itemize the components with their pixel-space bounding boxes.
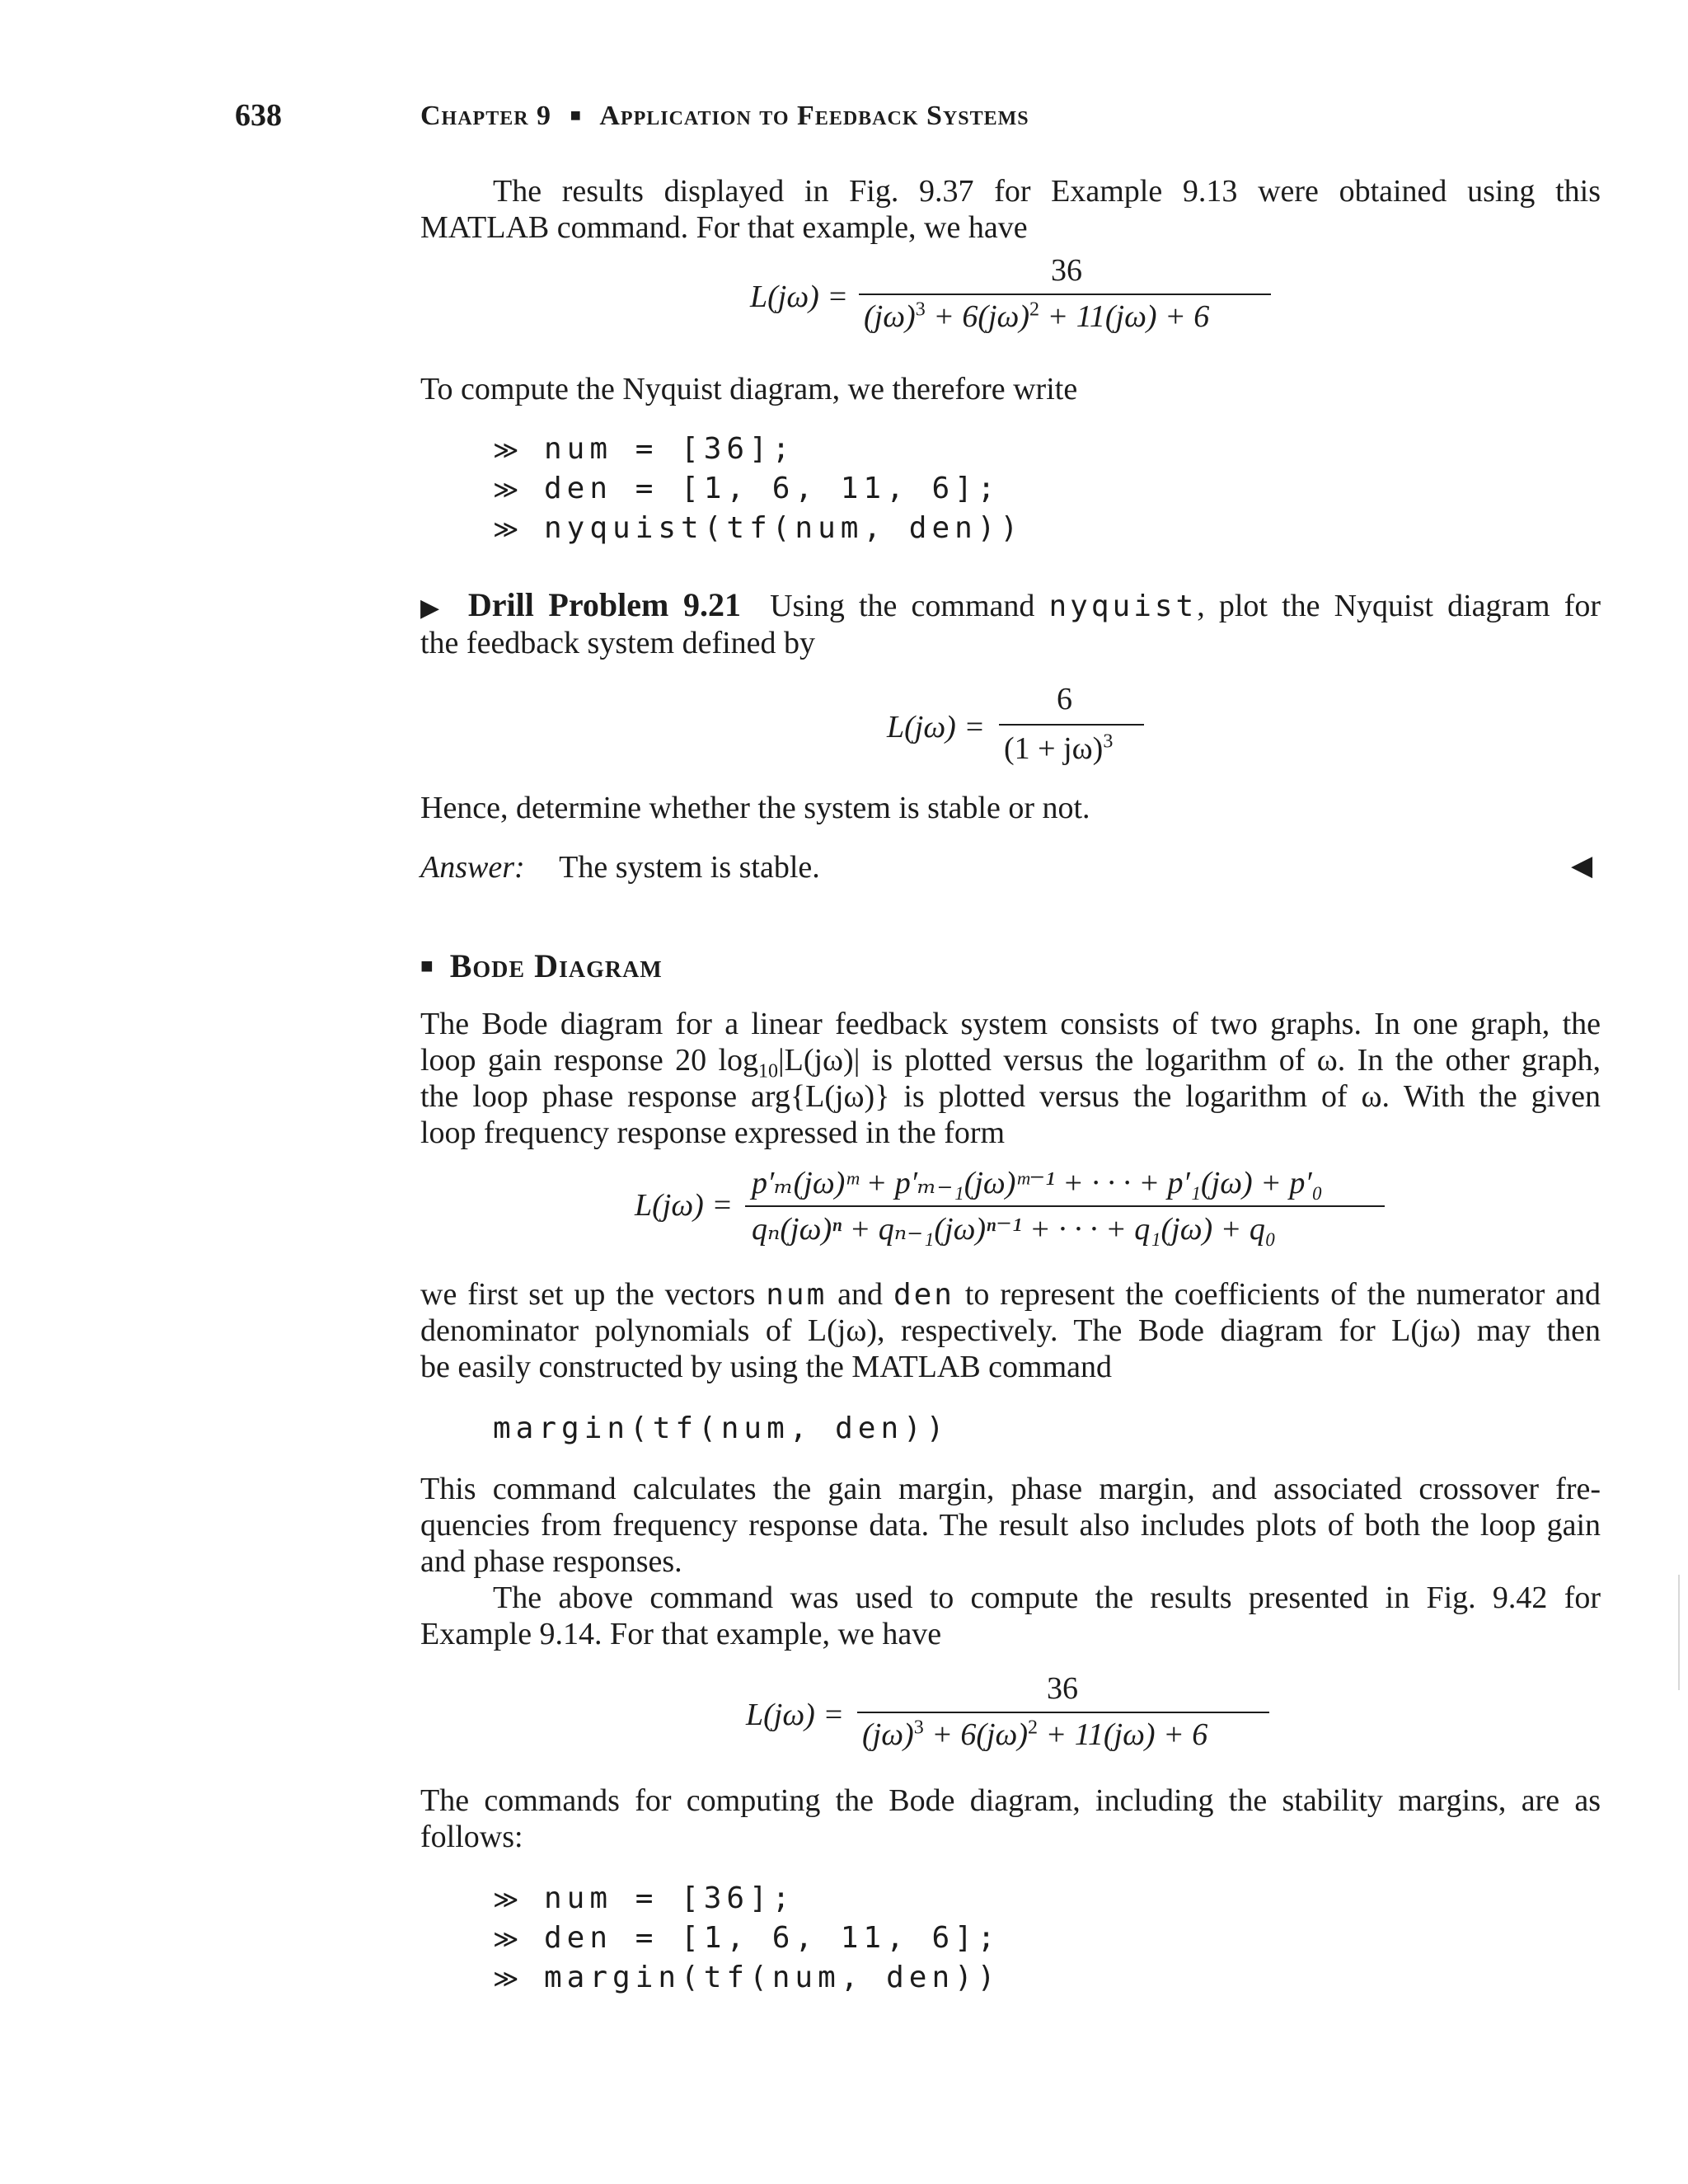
section-heading (420, 946, 663, 985)
code-line: ≫ num = [36]; (493, 432, 795, 466)
paragraph-line: This command calculates the gain margin, phase margin, and associated crossover fre- (420, 1472, 1601, 1506)
fraction-bar (745, 1205, 1385, 1207)
paragraph-line: The Bode diagram for a linear feedback system consists of two graphs. In one graph, the (420, 1007, 1601, 1041)
equation-lhs: L(jω) = (635, 1188, 733, 1223)
paragraph-line: The commands for computing the Bode diagram, including the stability margins, are as (420, 1783, 1601, 1818)
chapter-label: Chapter 9 (420, 101, 552, 131)
answer-line (420, 849, 820, 885)
equation-denominator: qₙ(jω)ⁿ + qₙ₋₁(jω)ⁿ⁻¹ + · · · + q₁(jω) + q₀ (752, 1212, 1277, 1247)
page-number: 638 (235, 98, 282, 133)
header-separator: ■ (570, 105, 581, 125)
paragraph-line: loop gain response 20 $\log_{10}|L(j\omega)|$ is plotted versus the logarithm of ω. In the other graph, (420, 1043, 1601, 1083)
code-block (493, 1880, 1000, 1998)
equation-denominator: $(1 + j\omega)^3$ (1004, 730, 1114, 766)
paragraph-line: quencies from frequency response data. The result also includes plots of both the loop gain (420, 1508, 1601, 1543)
paragraph-line: Example 9.14. For that example, we have (420, 1617, 942, 1651)
chapter-title: Application to Feedback Systems (599, 101, 1029, 131)
paragraph-line: MATLAB command. For that example, we have (420, 210, 1028, 245)
equation-denominator: $(j\omega)^3 + 6(j\omega)^2 + 11(j\omega) + 6$ (862, 1717, 1208, 1752)
equation-lhs: L(jω) = (746, 1698, 844, 1732)
equation-numerator: 36 (1047, 1671, 1078, 1706)
drill-arrow-icon: ▶ (420, 594, 446, 622)
equation-denominator: $(j\omega)^3 + 6(j\omega)^2 + 11(j\omega) + 6$ (864, 298, 1210, 334)
answer-label: Answer: (420, 850, 525, 885)
code-line: ≫ den = [1, 6, 11, 6]; (493, 1921, 1001, 1955)
paragraph-line: the feedback system defined by (420, 626, 816, 660)
paragraph-line: The results displayed in Fig. 9.37 for Example 9.13 were obtained using this (493, 174, 1601, 209)
paragraph-line: Hence, determine whether the system is stable or not. (420, 791, 1090, 825)
drill-problem-line: ▶ Drill Problem 9.21 Using the command nyquist, plot the Nyquist diagram for (420, 586, 1601, 623)
code-line: ≫ margin(tf(num, den)) (493, 1961, 1001, 1994)
paragraph-line: denominator polynomials of L(jω), respectively. The Bode diagram for L(jω) may then (420, 1313, 1601, 1348)
paragraph-line: the loop phase response arg{L(jω)} is plotted versus the logarithm of ω. With the given (420, 1079, 1601, 1114)
end-marker-icon: ◀ (1571, 849, 1593, 882)
paragraph-line: we first set up the vectors num and den to represent the coefficients of the numerator and (420, 1277, 1601, 1312)
paragraph-line: be easily constructed by using the MATLAB command (420, 1350, 1113, 1384)
paragraph-line: follows: (420, 1820, 523, 1854)
fraction-bar (999, 724, 1144, 726)
code-line: margin(tf(num, den)) (493, 1411, 950, 1445)
equation-lhs: L(jω) = (887, 710, 985, 744)
code-line: ≫ nyquist(tf(num, den)) (493, 511, 1024, 545)
scan-margin-line (1678, 1575, 1680, 1690)
paragraph-line: To compute the Nyquist diagram, we therefore write (420, 372, 1078, 406)
equation-numerator: p′ₘ(jω)ᵐ + p′ₘ₋₁(jω)ᵐ⁻¹ + · · · + p′₁(jω) + p′₀ (752, 1166, 1323, 1200)
equation-numerator: 36 (1051, 253, 1082, 288)
paragraph-line: The above command was used to compute the results presented in Fig. 9.42 for (493, 1580, 1601, 1615)
fraction-bar (859, 294, 1271, 295)
drill-title: Drill Problem 9.21 (467, 586, 741, 623)
running-header (420, 101, 1029, 132)
code-line: ≫ num = [36]; (493, 1881, 795, 1915)
code-line: ≫ den = [1, 6, 11, 6]; (493, 472, 1001, 505)
equation-lhs: L(jω) = (750, 279, 848, 314)
answer-text: The system is stable. (559, 850, 820, 885)
section-bullet-icon: ■ (420, 954, 434, 978)
paragraph-line: loop frequency response expressed in the form (420, 1115, 1006, 1150)
section-title: Bode Diagram (449, 947, 663, 984)
paragraph-line: and phase responses. (420, 1544, 682, 1579)
fraction-bar (857, 1712, 1269, 1713)
code-block (493, 430, 1023, 549)
equation-numerator: 6 (1057, 682, 1072, 716)
